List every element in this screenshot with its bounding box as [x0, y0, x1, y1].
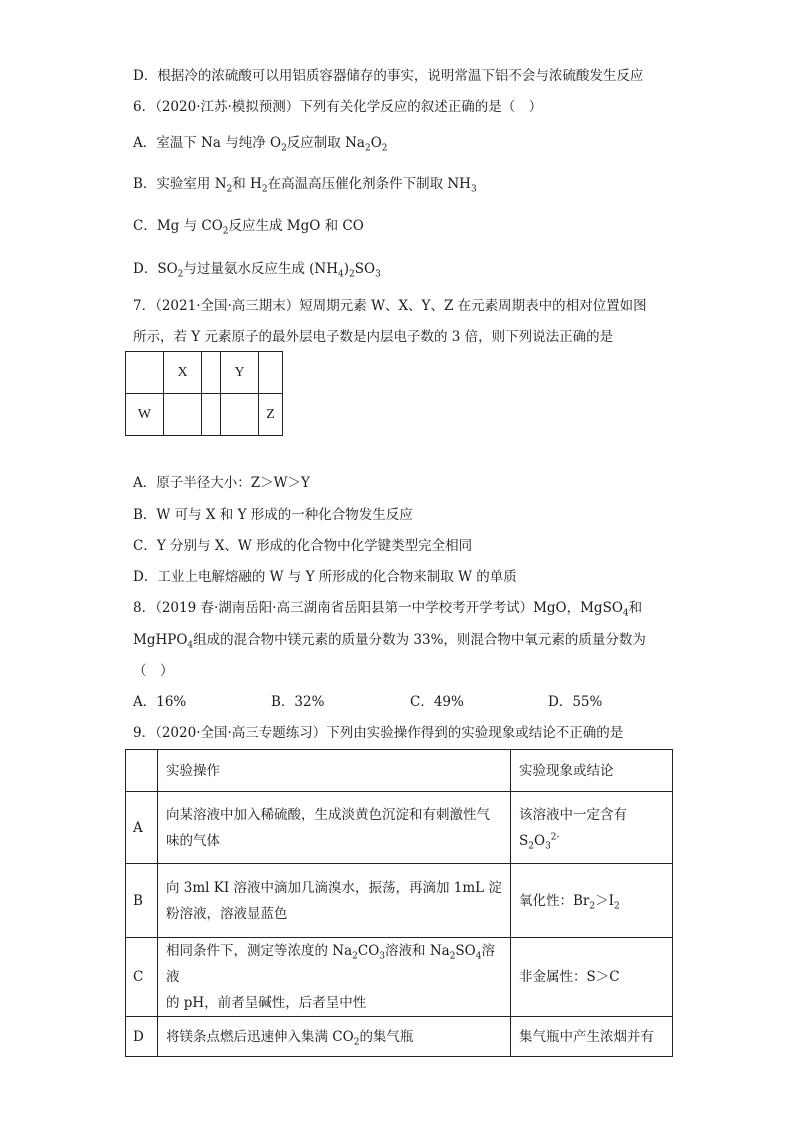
grid-cell — [259, 352, 283, 394]
operation-cell: 向 3ml KI 溶液中滴加几滴溴水，振荡，再滴加 1mL 淀 粉溶液，溶液显蓝色 — [158, 864, 511, 938]
grid-cell-x: X — [164, 352, 202, 394]
grid-cell — [126, 352, 164, 394]
q8-option-b: B．32% — [271, 694, 325, 710]
q9-stem: 9．（2020·全国·高三专题练习）下列由实验操作得到的实验现象或结论不正确的是 — [133, 725, 624, 741]
header-cell — [126, 750, 158, 792]
q6-stem: 6．（2020·江苏·模拟预测）下列有关化学反应的叙述正确的是（ ） — [133, 99, 543, 115]
row-key: D — [126, 1017, 158, 1057]
grid-cell — [202, 394, 221, 436]
q7-option-d: D．工业上电解熔融的 W 与 Y 所形成的化合物来制取 W 的单质 — [133, 569, 517, 585]
operation-cell: 相同条件下，测定等浓度的 $Na_2CO_3$溶液和 $Na_2SO_4$溶液 的 pH，前者呈碱性，后者呈中性 — [158, 938, 511, 1017]
q7-stem-line1: 7．（2021·全国·高三期末）短周期元素 W、X、Y、Z 在元素周期表中的相对位置如图 — [133, 298, 647, 314]
table-header-row — [126, 750, 673, 792]
result-cell: 集气瓶中产生浓烟并有 — [511, 1017, 673, 1057]
q8-stem-line2: MgHPO$_4$组成的混合物中镁元素的质量分数为 33%，则混合物中氧元素的质量分数为 — [133, 632, 646, 651]
q7-option-c: C．Y 分别与 X、W 形成的化合物中化学键类型完全相同 — [133, 538, 473, 554]
q8-option-a: A．16% — [133, 694, 187, 710]
header-cell-operation: 实验操作 — [158, 750, 511, 792]
q5-option-d: D．根据冷的浓硫酸可以用铝质容器储存的事实，说明常温下铝不会与浓硫酸发生反应 — [133, 68, 644, 84]
grid-cell-z: Z — [259, 394, 283, 436]
table-row — [126, 938, 673, 1017]
q6-option-c: C．Mg 与 $CO_2$反应生成 MgO 和 CO — [133, 218, 364, 237]
table-row — [126, 792, 673, 864]
q8-answer-paren: （ ） — [133, 663, 174, 679]
operation-cell: 将镁条点燃后迅速伸入集满 $CO_2$的集气瓶 — [158, 1017, 511, 1057]
periodic-position-grid — [125, 351, 283, 436]
row-key: C — [126, 938, 158, 1017]
header-cell-result: 实验现象或结论 — [511, 750, 673, 792]
q8-option-c: C．49% — [410, 694, 464, 710]
table-row — [126, 1017, 673, 1057]
q8-stem-line1: 8．（2019 春·湖南岳阳·高三湖南省岳阳县第一中学校考开学考试）MgO，MgSO$_4$和 — [133, 600, 643, 619]
q7-option-a: A．原子半径大小：Z＞W＞Y — [133, 475, 310, 491]
q7-option-b: B．W 可与 X 和 Y 形成的一种化合物发生反应 — [133, 507, 413, 523]
q6-option-d: D．$SO_2$与过量氨水反应生成 $(NH_4)_2SO_3$ — [133, 261, 381, 280]
result-cell: 该溶液中一定含有 $S_2O_3^{2-}$ — [511, 792, 673, 864]
row-key: A — [126, 792, 158, 864]
grid-cell-y: Y — [221, 352, 259, 394]
result-cell: 非金属性：S＞C — [511, 938, 673, 1017]
q6-option-b: B．实验室用 $N_2$和 $H_2$在高温高压催化剂条件下制取 $NH_3$ — [133, 176, 477, 195]
grid-cell — [202, 352, 221, 394]
q6-option-a: A．室温下 Na 与纯净 $O_2$反应制取 $Na_2O_2$ — [133, 135, 388, 154]
result-cell: 氧化性：$Br_2>I_2$ — [511, 864, 673, 938]
q7-stem-line2: 所示，若 Y 元素原子的最外层电子数是内层电子数的 3 倍，则下列说法正确的是 — [133, 329, 614, 345]
table-row — [126, 864, 673, 938]
row-key: B — [126, 864, 158, 938]
grid-cell-w: W — [126, 394, 164, 436]
operation-cell: 向某溶液中加入稀硫酸，生成淡黄色沉淀和有刺激性气 味的气体 — [158, 792, 511, 864]
grid-cell — [221, 394, 259, 436]
experiment-table — [125, 749, 673, 1057]
grid-cell — [164, 394, 202, 436]
q8-option-d: D．55% — [548, 694, 603, 710]
